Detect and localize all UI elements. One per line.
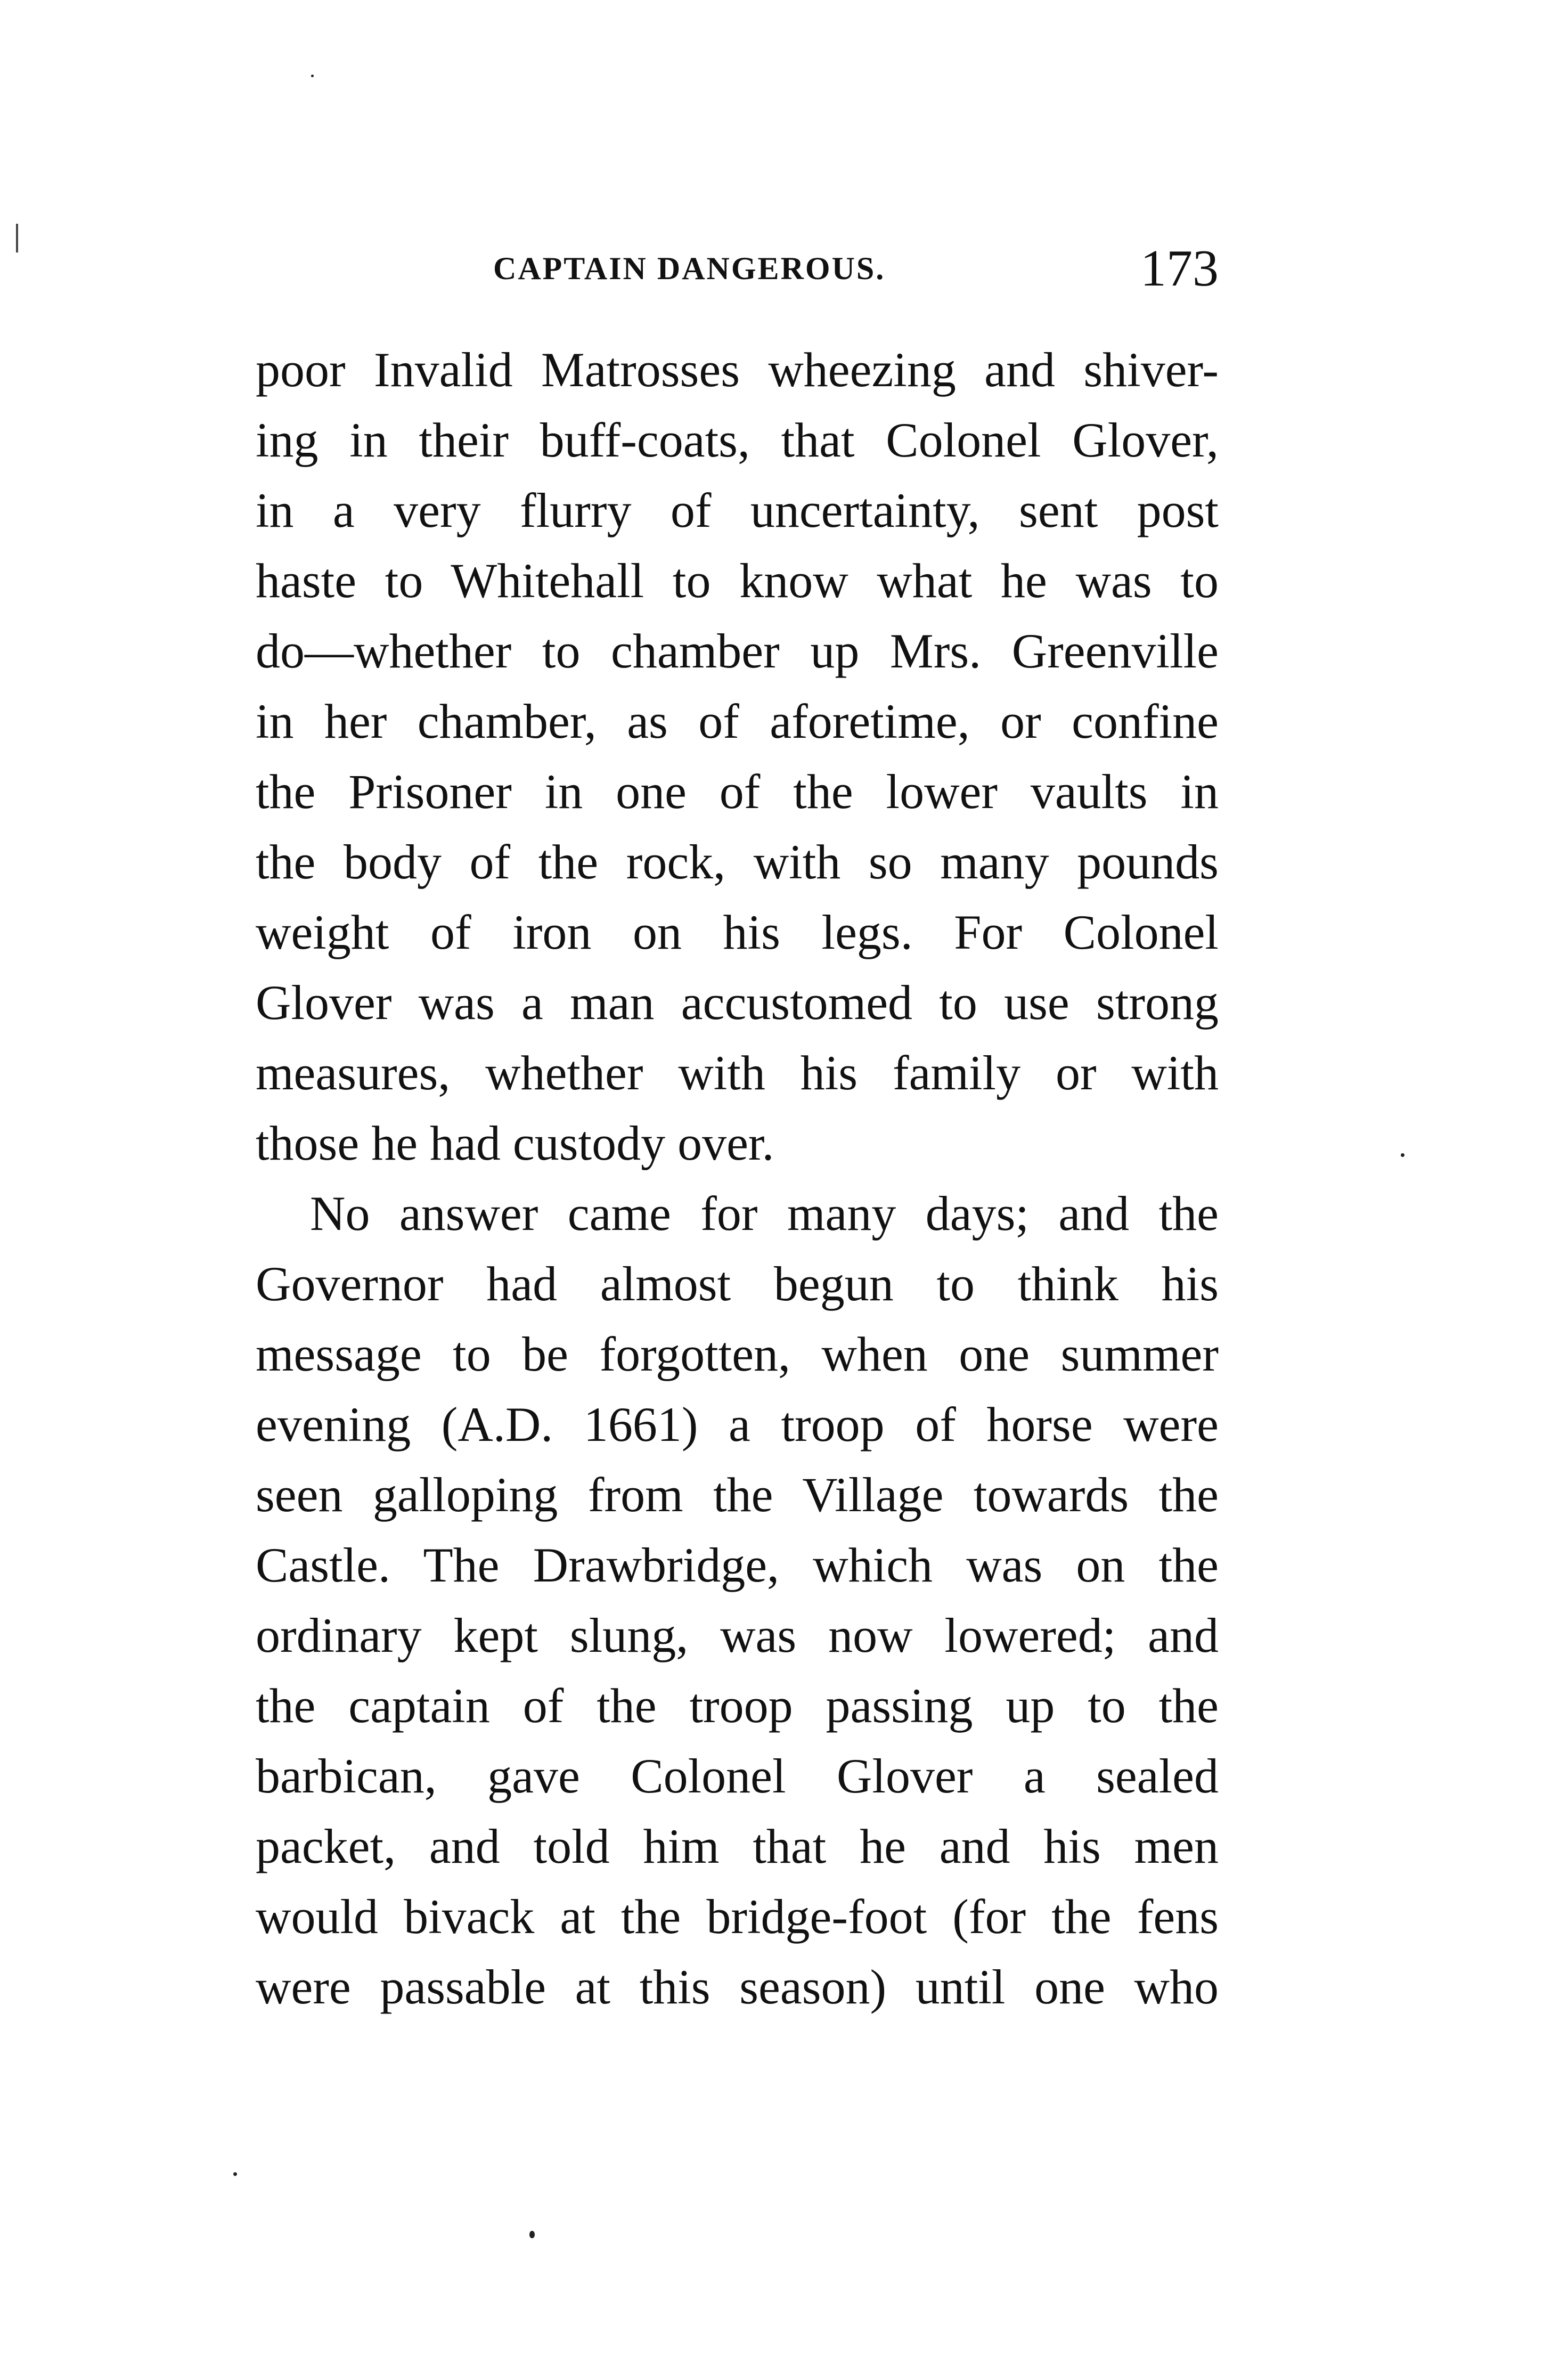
text-line: barbican, gave Colonel Glover a sealed — [256, 1749, 1219, 1803]
paragraph — [256, 335, 1219, 1178]
text-line: evening (A.D. 1661) a troop of horse were — [256, 1397, 1219, 1452]
text-line: weight of iron on his legs. For Colonel — [256, 905, 1219, 959]
text-line: No answer came for many days; and the — [310, 1186, 1219, 1241]
page-number: 173 — [1140, 240, 1219, 297]
text-line: ordinary kept slung, was now lowered; and — [256, 1608, 1219, 1662]
text-line: in her chamber, as of aforetime, or confine — [256, 694, 1219, 748]
text-line: packet, and told him that he and his men — [256, 1819, 1219, 1873]
text-line: Glover was a man accustomed to use strong — [256, 975, 1219, 1030]
scan-speck — [233, 2172, 237, 2176]
text-line: haste to Whitehall to know what he was to — [256, 553, 1219, 608]
text-line: would bivack at the bridge-foot (for the fens — [256, 1889, 1219, 1944]
paragraph — [256, 1178, 1219, 2022]
running-title: CAPTAIN DANGEROUS. — [493, 251, 886, 286]
text-line: message to be forgotten, when one summer — [256, 1327, 1219, 1381]
text-line: in a very flurry of uncertainty, sent post — [256, 483, 1219, 537]
scan-speck — [529, 2231, 535, 2238]
scan-margin-mark — [16, 224, 18, 252]
text-line: those he had custody over. — [256, 1116, 774, 1170]
text-line: Castle. The Drawbridge, which was on the — [256, 1538, 1219, 1592]
text-line: ing in their buff-coats, that Colonel Glover, — [256, 413, 1219, 467]
text-line: measures, whether with his family or with — [256, 1046, 1219, 1100]
text-line: the captain of the troop passing up to the — [256, 1678, 1219, 1733]
body-text — [256, 335, 1219, 2022]
text-line: the body of the rock, with so many pounds — [256, 835, 1219, 889]
running-head — [256, 239, 1219, 297]
text-line: the Prisoner in one of the lower vaults in — [256, 764, 1219, 819]
text-line: do—whether to chamber up Mrs. Greenville — [256, 624, 1219, 678]
scan-speck — [1401, 1153, 1404, 1157]
text-line: Governor had almost begun to think his — [256, 1257, 1219, 1311]
scan-speck — [311, 75, 314, 77]
text-line: seen galloping from the Village towards the — [256, 1468, 1219, 1522]
text-line: poor Invalid Matrosses wheezing and shiver- — [256, 343, 1219, 397]
text-line: were passable at this season) until one who — [256, 1960, 1219, 2014]
